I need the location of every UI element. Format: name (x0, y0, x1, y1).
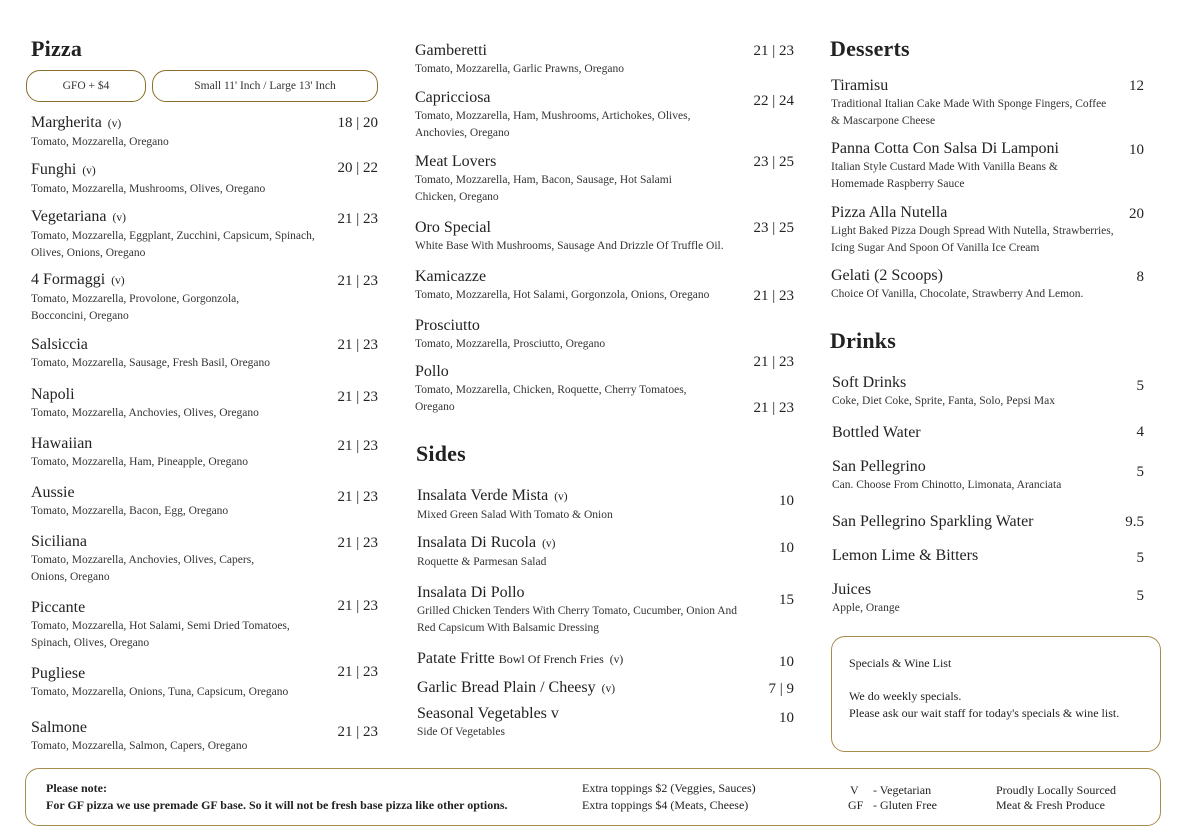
item-name: Vegetariana (31, 208, 107, 225)
item-price: 12 (1129, 78, 1144, 94)
item-description: Coke, Diet Coke, Sprite, Fanta, Solo, Pepsi Max (832, 395, 1055, 407)
item-price: 9.5 (1125, 514, 1144, 530)
item-name: Insalata Di Rucola (417, 534, 537, 551)
menu-item (831, 77, 1111, 129)
menu-item (832, 424, 1112, 442)
item-description: Tomato, Mozzarella, Anchovies, Olives, Oregano (31, 407, 259, 419)
item-description: Traditional Italian Cake Made With Sponge Fingers, Coffee & Mascarpone Cheese (831, 98, 1107, 127)
item-price: 21 | 23 (337, 535, 378, 551)
item-name: Bottled Water (832, 424, 921, 441)
item-name: Hawaiian (31, 435, 93, 452)
item-description: Tomato, Mozzarella, Bacon, Egg, Oregano (31, 505, 229, 517)
item-description: Italian Style Custard Made With Vanilla Beans & Homemade Raspberry Sauce (831, 161, 1058, 190)
item-name: Pizza Alla Nutella (831, 204, 948, 221)
item-name: 4 Formaggi (31, 271, 106, 288)
item-price: 5 (1136, 464, 1144, 480)
item-name: Panna Cotta Con Salsa Di Lamponi (831, 140, 1059, 157)
item-price: 22 | 24 (753, 93, 794, 109)
menu-item (31, 484, 331, 520)
item-name: Salmone (31, 719, 87, 736)
veg-marker: (v) (111, 275, 125, 287)
menu-item (831, 140, 1111, 192)
item-price: 21 | 23 (337, 664, 378, 680)
item-price: 21 | 23 (753, 400, 794, 416)
note-title: Please note: (46, 781, 107, 795)
item-description: Tomato, Mozzarella, Anchovies, Olives, Capers, Onions, Oregano (31, 554, 255, 583)
item-name: Insalata Di Pollo (417, 584, 525, 601)
legend-gf-key: GF (848, 798, 864, 812)
item-price: 10 (1129, 142, 1144, 158)
item-price: 10 (779, 540, 794, 556)
menu-item (415, 153, 705, 205)
menu-item (415, 89, 725, 141)
size-pill (152, 70, 378, 102)
menu-item (417, 679, 747, 698)
menu-item (831, 267, 1131, 303)
item-name: Soft Drinks (832, 374, 907, 391)
item-price: 20 (1129, 206, 1144, 222)
item-name: San Pellegrino Sparkling Water (832, 513, 1034, 530)
item-name: Insalata Verde Mista (417, 487, 549, 504)
item-price: 21 | 23 (337, 337, 378, 353)
item-name: Meat Lovers (415, 153, 497, 170)
item-description: Tomato, Mozzarella, Ham, Pineapple, Oregano (31, 456, 248, 468)
item-description: Tomato, Mozzarella, Onions, Tuna, Capsicum, Oregano (31, 686, 289, 698)
item-description: Side Of Vegetables (417, 726, 505, 738)
item-name: Salsiccia (31, 336, 88, 353)
item-price: 21 | 23 (337, 211, 378, 227)
item-price: 20 | 22 (337, 160, 378, 176)
veg-marker: v (550, 705, 559, 722)
item-name: Oro Special (415, 219, 491, 236)
item-name: Funghi (31, 161, 77, 178)
item-price: 21 | 23 (753, 288, 794, 304)
menu-item (31, 208, 321, 261)
item-name: Margherita (31, 114, 102, 131)
item-price: 18 | 20 (337, 115, 378, 131)
item-name: Pollo (415, 363, 449, 380)
menu-item (417, 705, 747, 741)
item-price: 21 | 23 (337, 598, 378, 614)
item-description: Tomato, Mozzarella, Ham, Bacon, Sausage, Hot Salami Chicken, Oregano (415, 174, 672, 203)
item-description: Tomato, Mozzarella, Ham, Mushrooms, Artichokes, Olives, Anchovies, Oregano (415, 110, 691, 139)
menu-item (31, 161, 331, 198)
item-description: White Base With Mushrooms, Sausage And Drizzle Of Truffle Oil. (415, 240, 724, 252)
item-price: 10 (779, 493, 794, 509)
item-name: Lemon Lime & Bitters (832, 547, 979, 564)
menu-item (415, 317, 715, 353)
menu-item (832, 581, 1112, 617)
menu-item (831, 204, 1131, 256)
veg-marker: (v) (554, 491, 568, 503)
item-name: Prosciutto (415, 317, 480, 334)
menu-item (415, 42, 715, 78)
menu-item (832, 458, 1112, 494)
desserts-heading: Desserts (830, 36, 910, 61)
item-price: 21 | 23 (753, 43, 794, 59)
item-price: 21 | 23 (337, 724, 378, 740)
specials-line-2: Please ask our wait staff for today's specials & wine list. (849, 706, 1120, 720)
specials-line-1: We do weekly specials. (849, 689, 962, 703)
item-description: Apple, Orange (832, 602, 900, 614)
item-description: Tomato, Mozzarella, Provolone, Gorgonzola, Bocconcini, Oregano (31, 293, 240, 322)
veg-marker: (v) (82, 165, 96, 177)
menu-item (31, 533, 286, 585)
note-body: For GF pizza we use premade GF base. So it will not be fresh base pizza like other options. (46, 798, 508, 812)
item-name: Seasonal Vegetables (417, 705, 547, 722)
item-description: Can. Choose From Chinotto, Limonata, Aranciata (832, 479, 1062, 491)
item-price: 4 (1136, 424, 1144, 440)
item-description: Tomato, Mozzarella, Garlic Prawns, Oregano (415, 63, 624, 75)
item-price: 10 (779, 710, 794, 726)
local-line-2: Meat & Fresh Produce (996, 798, 1105, 812)
menu-item (415, 363, 725, 415)
veg-marker: (v) (112, 212, 126, 224)
item-name: Tiramisu (831, 77, 889, 94)
item-price: 10 (779, 654, 794, 670)
menu-item (417, 487, 747, 524)
menu-item (31, 435, 331, 471)
size-label: Small 11' Inch / Large 13' Inch (194, 80, 336, 92)
veg-marker: (v) (609, 654, 624, 666)
item-name: Juices (832, 581, 872, 598)
item-price: 5 (1136, 550, 1144, 566)
item-price: 21 | 23 (337, 489, 378, 505)
item-price: 21 | 23 (337, 438, 378, 454)
item-price: 8 (1136, 269, 1144, 285)
veg-marker: (v) (542, 538, 556, 550)
legend-gf: - Gluten Free (873, 798, 937, 812)
item-name: Aussie (31, 484, 75, 501)
item-name: Gelati (2 Scoops) (831, 267, 943, 284)
item-price: 23 | 25 (753, 154, 794, 170)
item-description: Mixed Green Salad With Tomato & Onion (417, 509, 613, 521)
item-description: Tomato, Mozzarella, Prosciutto, Oregano (415, 338, 606, 350)
item-name: Capricciosa (415, 89, 491, 106)
menu-item (31, 336, 331, 372)
item-description: Tomato, Mozzarella, Mushrooms, Olives, Oregano (31, 183, 266, 195)
specials-title: Specials & Wine List (849, 656, 952, 670)
item-price: 15 (779, 592, 794, 608)
item-name: San Pellegrino (832, 458, 926, 475)
menu-item (832, 513, 1112, 531)
item-price: 21 | 23 (337, 273, 378, 289)
menu-item (415, 219, 755, 255)
toppings-line-2: Extra toppings $4 (Meats, Cheese) (582, 798, 749, 812)
item-description: Tomato, Mozzarella, Hot Salami, Semi Dried Tomatoes, Spinach, Olives, Oregano (31, 620, 290, 649)
sides-heading: Sides (416, 441, 466, 466)
item-name: Pugliese (31, 665, 86, 682)
item-price: 21 | 23 (337, 389, 378, 405)
item-name: Napoli (31, 386, 75, 403)
item-description: Light Baked Pizza Dough Spread With Nutella, Strawberries, Icing Sugar And Spoon Of Vanilla Ice Cream (831, 225, 1114, 254)
item-name: Garlic Bread Plain / Cheesy (417, 679, 596, 696)
item-description: Roquette & Parmesan Salad (417, 556, 547, 568)
item-description: Bowl Of French Fries (498, 652, 604, 666)
legend-v: - Vegetarian (873, 783, 932, 797)
menu-item (31, 114, 331, 151)
veg-marker: (v) (601, 683, 616, 695)
item-description: Choice Of Vanilla, Chocolate, Strawberry And Lemon. (831, 288, 1084, 300)
item-description: Tomato, Mozzarella, Chicken, Roquette, Cherry Tomatoes, Oregano (415, 384, 687, 413)
menu-item (31, 386, 331, 422)
menu-item (832, 374, 1112, 410)
item-description: Tomato, Mozzarella, Oregano (31, 136, 169, 148)
item-price: 23 | 25 (753, 220, 794, 236)
item-description: Tomato, Mozzarella, Eggplant, Zucchini, Capsicum, Spinach, Olives, Onions, Oregano (31, 230, 315, 259)
item-description: Tomato, Mozzarella, Salmon, Capers, Oregano (31, 740, 248, 752)
menu-item (415, 268, 745, 304)
menu-item (832, 547, 1112, 565)
item-price: 7 | 9 (768, 681, 794, 697)
menu-item (31, 665, 331, 701)
item-description: Grilled Chicken Tenders With Cherry Tomato, Cucumber, Onion And Red Capsicum With Balsamic Dressing (417, 605, 738, 634)
gfo-pill (26, 70, 146, 102)
menu-item (31, 719, 331, 755)
item-price: 21 | 23 (753, 354, 794, 370)
drinks-heading: Drinks (830, 328, 896, 353)
item-price: 5 (1136, 588, 1144, 604)
item-description: Tomato, Mozzarella, Hot Salami, Gorgonzola, Onions, Oregano (415, 289, 710, 301)
veg-marker: (v) (107, 118, 122, 130)
toppings-line-1: Extra toppings $2 (Veggies, Sauces) (582, 781, 756, 795)
local-line-1: Proudly Locally Sourced (996, 783, 1116, 797)
item-name: Gamberetti (415, 42, 487, 59)
menu-item (417, 534, 747, 571)
gfo-label: GFO + $4 (62, 80, 110, 92)
item-name: Siciliana (31, 533, 87, 550)
item-name: Patate Fritte (417, 650, 495, 667)
item-price: 5 (1136, 378, 1144, 394)
pizza-heading: Pizza (31, 36, 83, 61)
menu-item (417, 650, 757, 669)
menu-item (31, 599, 321, 651)
item-name: Kamicazze (415, 268, 487, 285)
item-name: Piccante (31, 599, 86, 616)
legend-v-key: V (850, 783, 859, 797)
item-description: Tomato, Mozzarella, Sausage, Fresh Basil, Oregano (31, 357, 271, 369)
menu-item (31, 271, 291, 324)
menu-item (417, 584, 757, 636)
